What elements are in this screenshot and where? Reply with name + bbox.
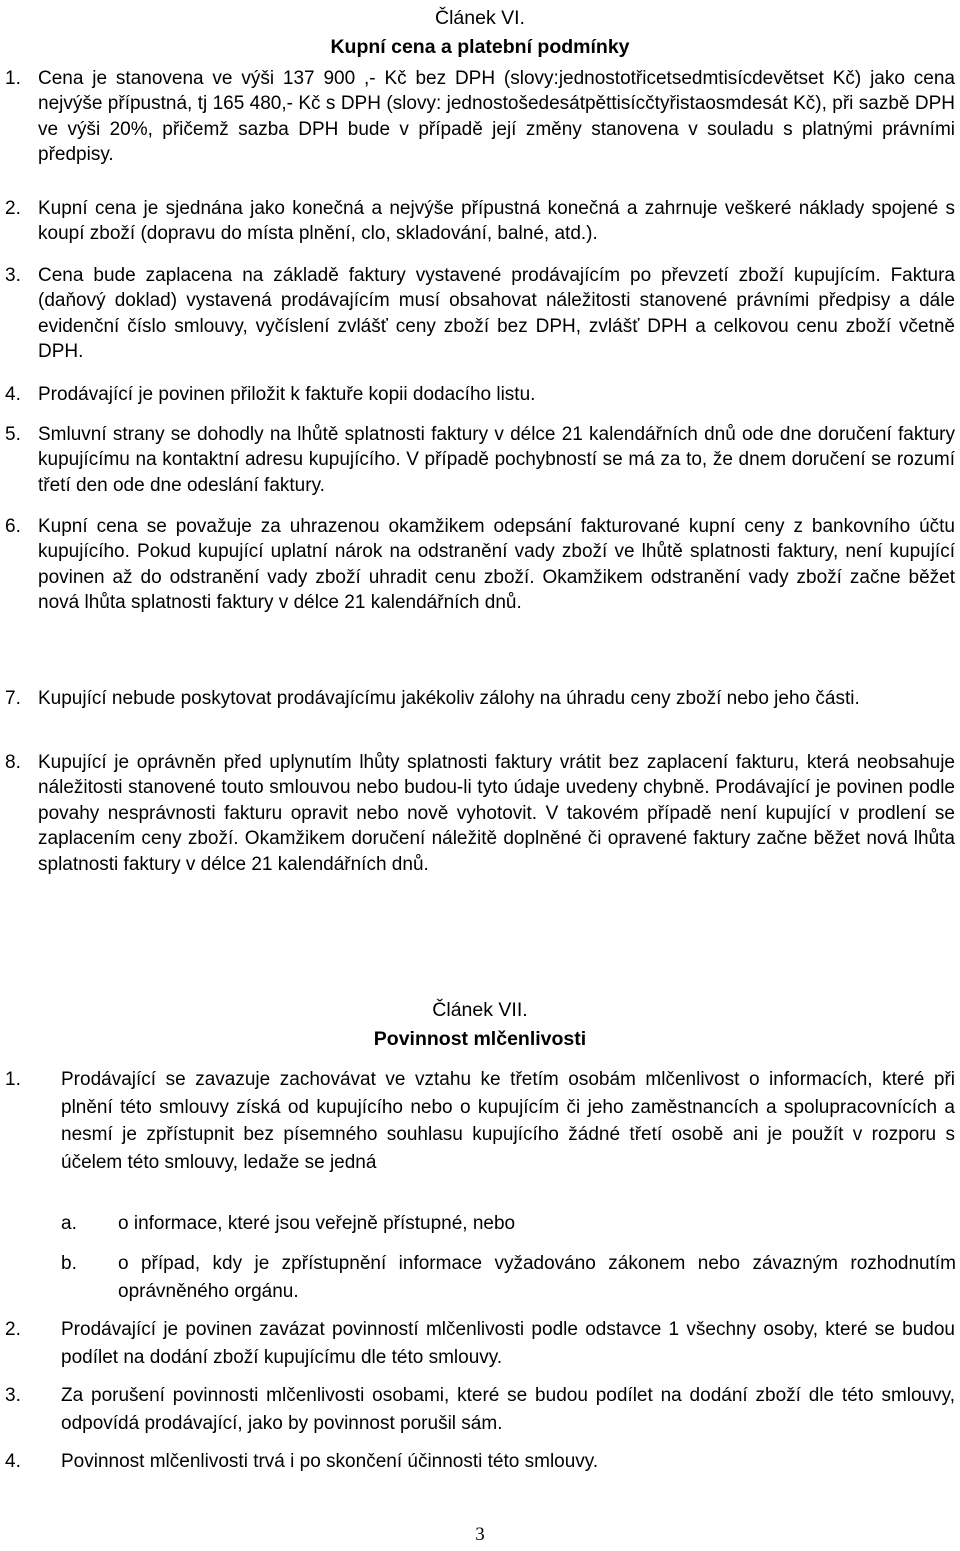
- article-6-subtitle: Kupní cena a platební podmínky: [330, 36, 630, 58]
- clause-text: Smluvní strany se dohodly na lhůtě splatnosti faktury v délce 21 kalendářních dnů ode dne doručení faktury kupujícímu na kontaktní adresu kupujícího. V případě pochybností se má za to, že dnem doručení se rozumí třetí den ode dne odeslání faktury.: [38, 424, 955, 496]
- article-6-clause-1: [5, 66, 955, 168]
- clause-number: 4.: [5, 384, 21, 405]
- clause-text: Kupní cena se považuje za uhrazenou okamžikem odepsání fakturované kupní ceny z bankovního účtu kupujícího. Pokud kupující uplatní nárok na odstranění vady zboží ve lhůtě splatnosti faktury, není kupující povinen až do odstranění vady zboží uhradit cenu zboží. Okamžikem odstranění vady zboží začne běžet nová lhůta splatnosti faktury v délce 21 kalendářních dnů.: [38, 516, 955, 614]
- clause-number: 1.: [5, 68, 21, 89]
- article-7-subclause-a: [61, 1210, 956, 1238]
- clause-text: Cena bude zaplacena na základě faktury vystavené prodávajícím po převzetí zboží kupujícím. Faktura (daňový doklad) vystavená prodávajícím musí obsahovat náležitosti stanovené právními předpisy a dále evidenční číslo smlouvy, vyčíslení zvlášť ceny zboží bez DPH, zvlášť DPH a celkovou cenu zboží včetně DPH.: [38, 265, 955, 363]
- article-7-subclause-b: [61, 1250, 956, 1305]
- article-6-clause-6: [5, 514, 955, 616]
- clause-text: Kupující je oprávněn před uplynutím lhůty splatnosti faktury vrátit bez zaplacení fakturu, která neobsahuje náležitosti stanovené touto smlouvou nebo budou-li tyto údaje uvedeny chybně. Prodávající je povinen podle povahy nesprávnosti fakturu opravit nebo nově vyhotovit. V takovém případě není kupující v prodlení se zaplacením ceny zboží. Okamžikem doručení náležitě doplněné či opravené faktury začne běžet nová lhůta splatnosti faktury v délce 21 kalendářních dnů.: [38, 752, 955, 875]
- clause-number: 7.: [5, 688, 21, 709]
- subclause-letter: a.: [61, 1213, 77, 1234]
- clause-number: 2.: [5, 1319, 21, 1340]
- article-7-clause-1: [5, 1066, 955, 1176]
- article-6-clause-8: [5, 750, 955, 877]
- clause-number: 5.: [5, 424, 21, 445]
- page-number: 3: [475, 1524, 485, 1545]
- subclause-text: o informace, které jsou veřejně přístupné, nebo: [118, 1213, 516, 1234]
- article-7-clause-4: [5, 1448, 955, 1476]
- clause-number: 3.: [5, 265, 21, 286]
- article-6-clause-2: [5, 196, 955, 247]
- article-6-clause-7: [5, 686, 955, 711]
- article-6-clause-3: [5, 263, 955, 365]
- clause-number: 8.: [5, 752, 21, 773]
- article-6-heading: [0, 4, 960, 62]
- clause-text: Prodávající je povinen přiložit k faktuře kopii dodacího listu.: [38, 384, 536, 405]
- clause-text: Prodávající se zavazuje zachovávat ve vztahu ke třetím osobám mlčenlivost o informacích, které při plnění této smlouvy získá od kupujícího nebo o kupujícím či jeho zaměstnancích a spolupracovnících a nesmí je zpřístupnit bez písemného souhlasu kupujícího žádné třetí osobě ani je použít v rozporu s účelem této smlouvy, ledaže se jedná: [61, 1069, 955, 1173]
- clause-number: 4.: [5, 1451, 21, 1472]
- article-6-clause-5: [5, 422, 955, 498]
- article-6-title: Článek VI.: [435, 7, 525, 29]
- clause-text: Prodávající je povinen zavázat povinností mlčenlivosti podle odstavce 1 všechny osoby, které se budou podílet na dodání zboží kupujícímu dle této smlouvy.: [61, 1319, 955, 1368]
- clause-text: Cena je stanovena ve výši 137 900 ,- Kč bez DPH (slovy:jednostotřicetsedmtisícdevětset Kč) jako cena nejvýše přípustná, tj 165 480,- Kč s DPH (slovy: jednostošedesátpěttisícčtyřistaosmdesát Kč), při sazbě DPH ve výši 20%, přičemž sazba DPH bude v případě její změny stanovena v souladu s platnými právními předpisy.: [38, 68, 955, 166]
- clause-text: Povinnost mlčenlivosti trvá i po skončení účinnosti této smlouvy.: [61, 1451, 599, 1472]
- clause-number: 2.: [5, 198, 21, 219]
- clause-number: 6.: [5, 516, 21, 537]
- article-6-clause-4: [5, 382, 955, 407]
- clause-text: Za porušení povinnosti mlčenlivosti osobami, které se budou podílet na dodání zboží dle této smlouvy, odpovídá prodávající, jako by povinnost porušil sám.: [61, 1385, 955, 1434]
- subclause-letter: b.: [61, 1253, 77, 1274]
- article-7-heading: [0, 996, 960, 1054]
- clause-text: Kupující nebude poskytovat prodávajícímu jakékoliv zálohy na úhradu ceny zboží nebo jeho části.: [38, 688, 860, 709]
- article-7-clause-3: [5, 1382, 955, 1437]
- subclause-text: o případ, kdy je zpřístupnění informace vyžadováno zákonem nebo závazným rozhodnutím oprávněného orgánu.: [118, 1253, 956, 1302]
- clause-number: 3.: [5, 1385, 21, 1406]
- article-7-subtitle: Povinnost mlčenlivosti: [373, 1028, 587, 1050]
- article-7-clause-2: [5, 1316, 955, 1371]
- article-7-title: Článek VII.: [432, 999, 528, 1021]
- clause-number: 1.: [5, 1069, 21, 1090]
- clause-text: Kupní cena je sjednána jako konečná a nejvýše přípustná konečná a zahrnuje veškeré náklady spojené s koupí zboží (dopravu do místa plnění, clo, skladování, balné, atd.).: [38, 198, 955, 245]
